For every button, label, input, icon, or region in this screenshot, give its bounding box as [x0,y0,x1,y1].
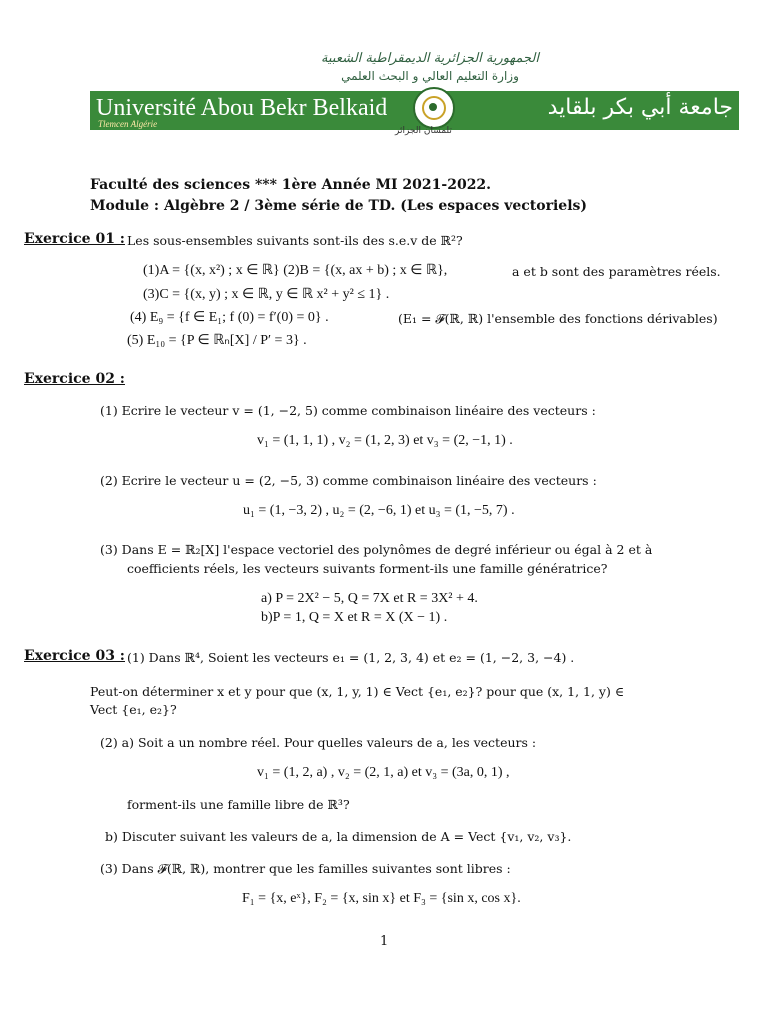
ex1-set-c: (3)C = {(x, y) ; x ∈ ℝ, y ∈ ℝ x² + y² ≤ 1} . [143,287,390,302]
ex1-set-a-b: (1)A = {(x, x²) ; x ∈ ℝ} (2)B = {(x, ax + b) ; x ∈ ℝ}, [143,263,448,278]
ex2-q2-vectors: u₁ = (1, −3, 2) , u₂ = (2, −6, 1) et u₃ = (1, −5, 7) . [243,503,515,518]
exercise-03-title: Exercice 03 : [24,648,125,664]
exercise-02-title: Exercice 02 : [24,371,125,387]
ex3-question-2a: (2) a) Soit a un nombre réel. Pour quelles valeurs de a, les vecteurs : [100,735,537,750]
page-number: 1 [380,934,389,949]
ex1-set-e10: (5) E₁₀ = {P ∈ ℝₙ[X] / P′ = 3} . [127,333,307,348]
course-line-1: Faculté des sciences *** 1ère Année MI 2021-2022. [90,177,492,193]
university-location-fr: Tlemcen Algérie [98,119,158,129]
header-arabic-line1: الجمهورية الجزائرية الديمقراطية الشعبية [321,51,539,66]
university-name-fr: Université Abou Bekr Belkaid [96,95,388,121]
ex1-parameters-note: a et b sont des paramètres réels. [512,264,721,279]
ex3-part-1-question-line-1: Peut-on déterminer x et y pour que (x, 1, y, 1) ∈ Vect {e₁, e₂}? pour que (x, 1, 1, y) ∈ [90,684,625,699]
university-location-ar: تلمسان الجزائر [395,126,452,136]
ex3-q2-vectors: v₁ = (1, 2, a) , v₂ = (2, 1, a) et v₃ = (3a, 0, 1) , [257,765,510,780]
exercise-01-title: Exercice 01 : [24,231,125,247]
ex3-part-1: (1) Dans ℝ⁴, Soient les vecteurs e₁ = (1, 2, 3, 4) et e₂ = (1, −2, 3, −4) . [127,650,575,665]
ex2-question-3-line-2: coefficients réels, les vecteurs suivants forment-ils une famille génératrice? [127,561,608,576]
exercise-01-intro: Les sous-ensembles suivants sont-ils des s.e.v de ℝ²? [127,233,463,248]
ex2-question-3-line-1: (3) Dans E = ℝ₂[X] l'espace vectoriel des polynômes de degré inférieur ou égal à 2 et à [100,542,653,557]
ex2-q1-vectors: v₁ = (1, 1, 1) , v₂ = (1, 2, 3) et v₃ = (2, −1, 1) . [257,433,513,448]
ex1-e1-note: (E₁ = 𝓕(ℝ, ℝ) l'ensemble des fonctions dérivables) [398,311,718,326]
ex2-q3-family-b: b)P = 1, Q = X et R = X (X − 1) . [261,610,448,625]
university-name-ar: جامعة أبي بكر بلقايد [547,95,733,120]
ex3-question-2b: b) Discuter suivant les valeurs de a, la dimension de A = Vect {v₁, v₂, v₃}. [105,829,572,844]
ex3-q2-free-family: forment-ils une famille libre de ℝ³? [127,797,350,812]
ex1-set-e9: (4) E₉ = {f ∈ E₁; f (0) = f′(0) = 0} . [130,310,329,325]
ex2-question-1: (1) Ecrire le vecteur v = (1, −2, 5) comme combinaison linéaire des vecteurs : [100,403,596,418]
ex3-part-1-question-line-2: Vect {e₁, e₂}? [90,702,177,717]
ex2-q3-family-a: a) P = 2X² − 5, Q = 7X et R = 3X² + 4. [261,591,478,606]
header-arabic-line2: وزارة التعليم العالي و البحث العلمي [341,69,519,83]
ex3-question-3: (3) Dans 𝓕(ℝ, ℝ), montrer que les familles suivantes sont libres : [100,861,511,876]
university-seal-icon [413,87,455,129]
university-header-banner [90,47,739,135]
ex3-q3-families: F₁ = {x, eˣ}, F₂ = {x, sin x} et F₃ = {sin x, cos x}. [242,891,521,906]
course-line-2: Module : Algèbre 2 / 3ème série de TD. (Les espaces vectoriels) [90,198,588,214]
ex2-question-2: (2) Ecrire le vecteur u = (2, −5, 3) comme combinaison linéaire des vecteurs : [100,473,597,488]
